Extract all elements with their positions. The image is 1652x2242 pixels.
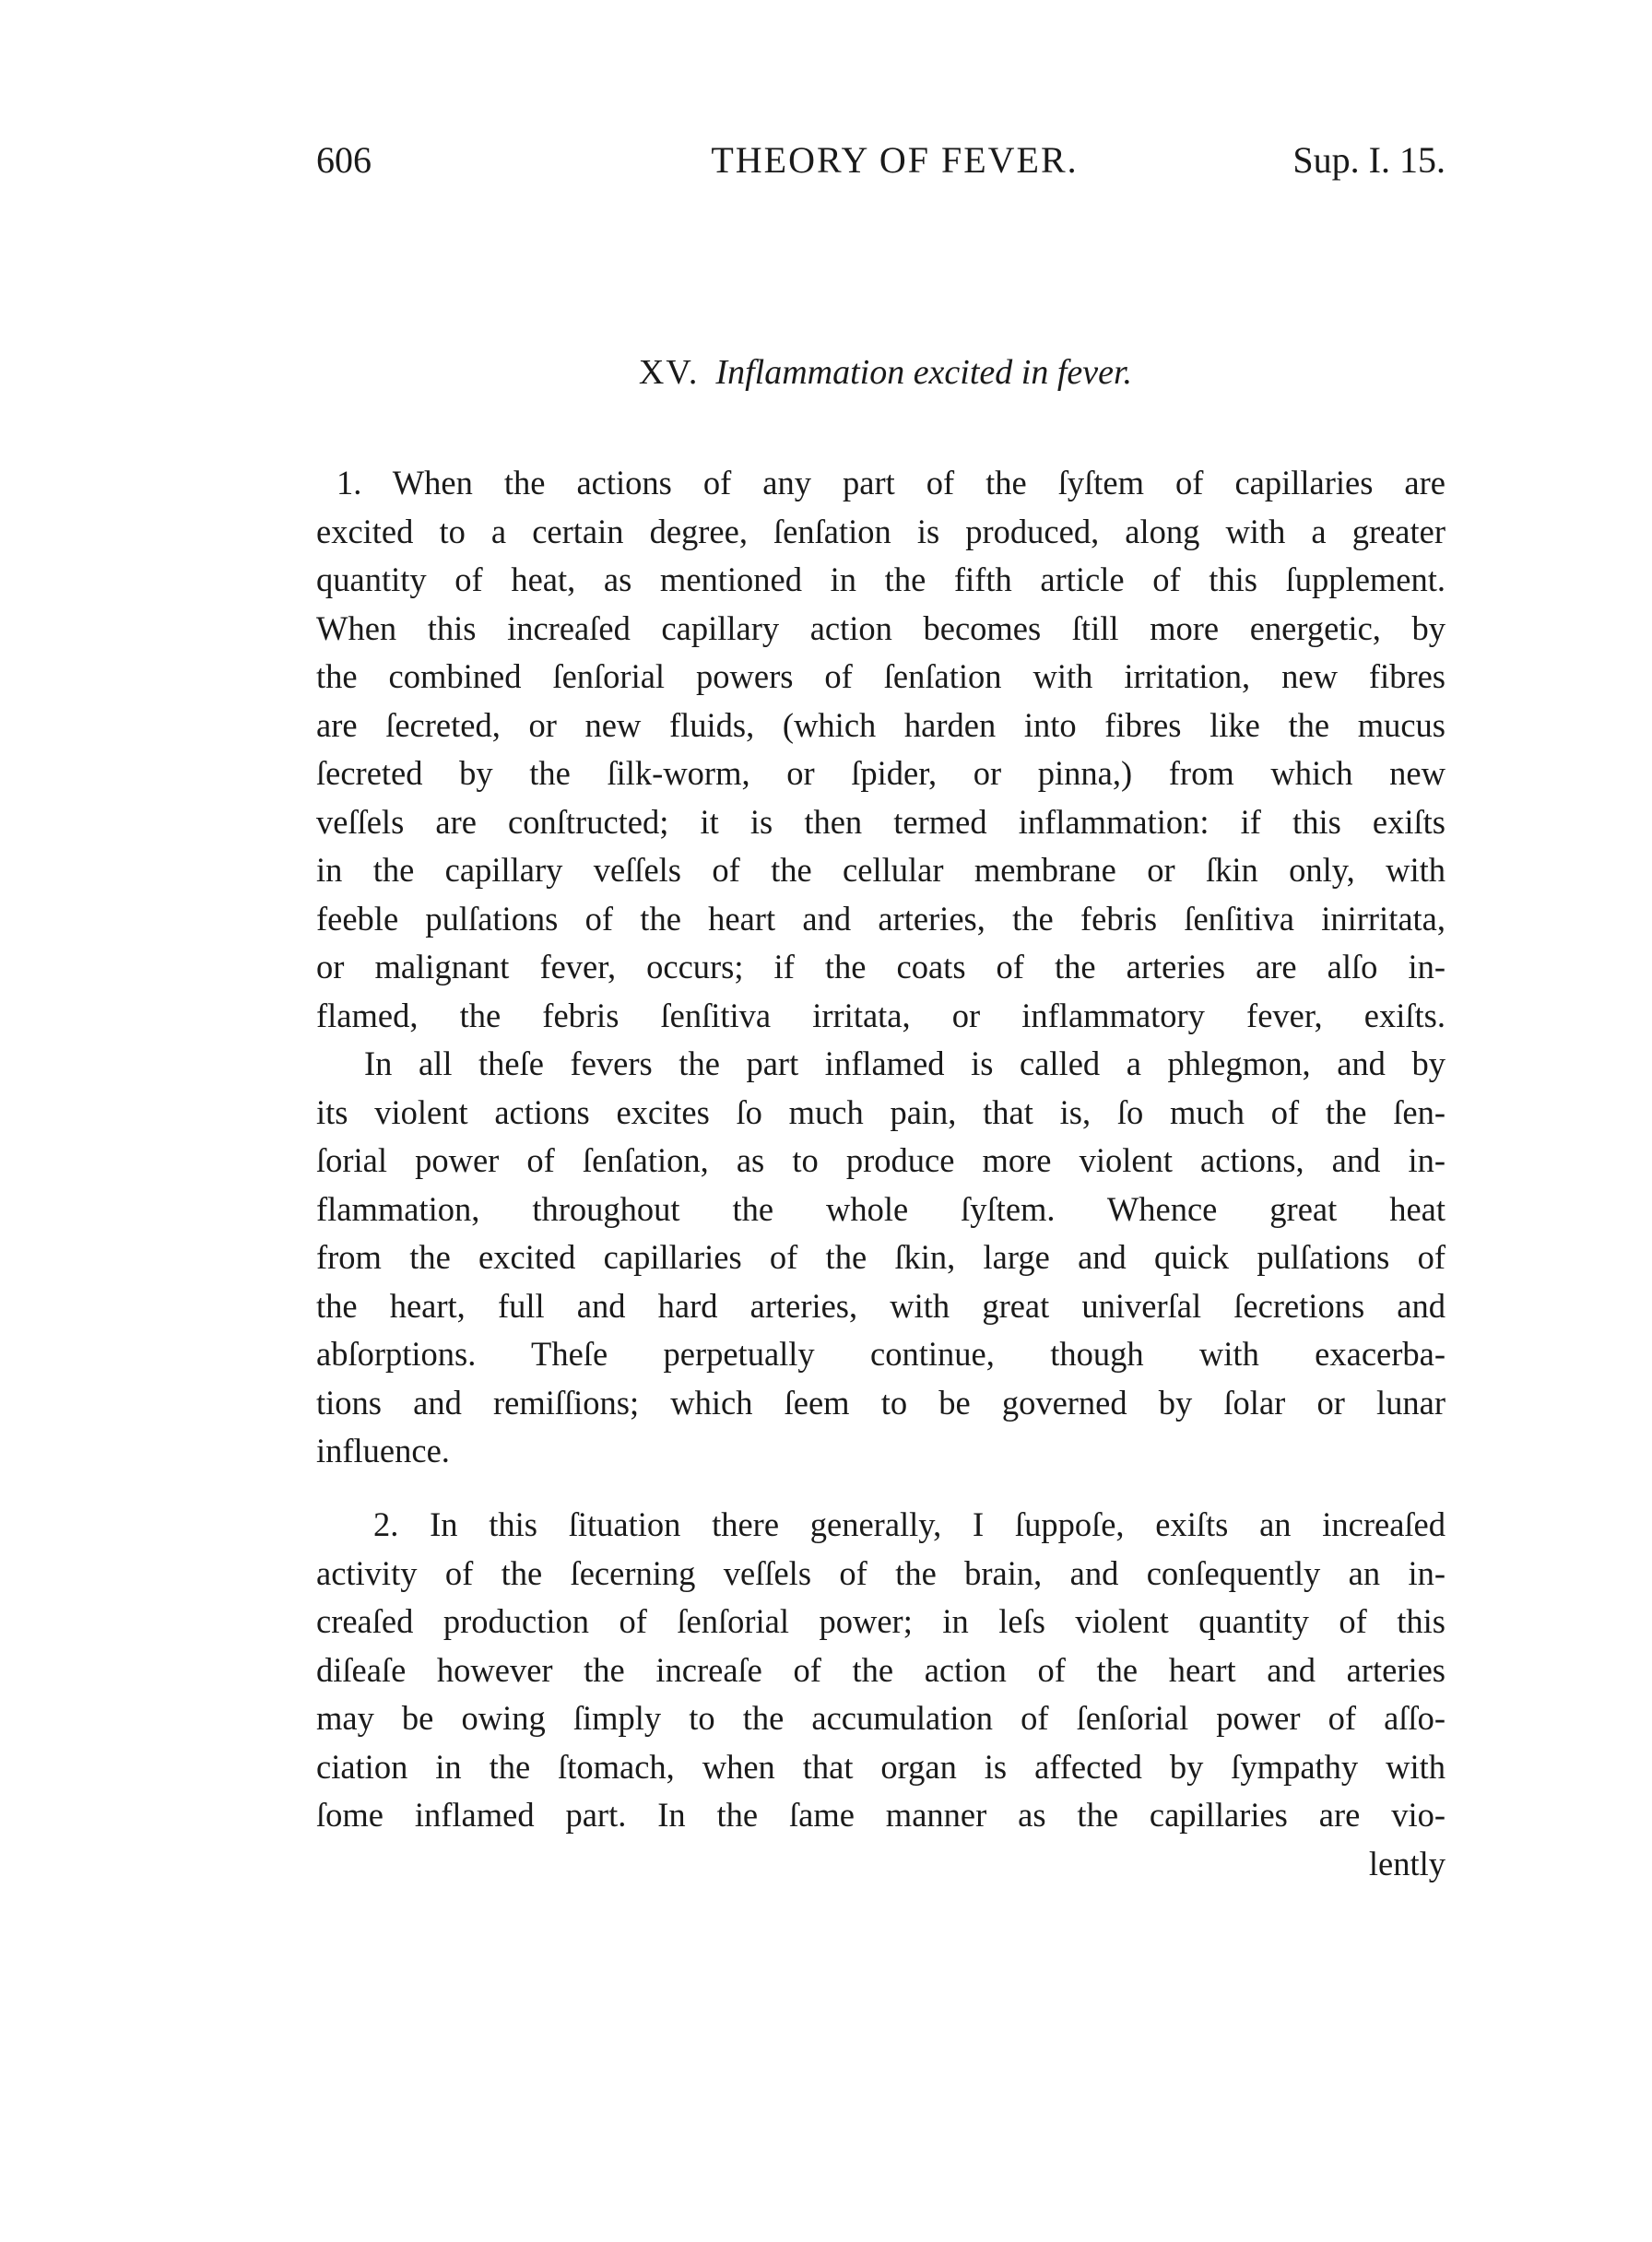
text-line: When this increaſed capillary action becomes ſtill more energetic, by <box>316 608 1446 647</box>
text-line: or malignant fever, occurs; if the coats of the arteries are alſo in- <box>316 948 1446 985</box>
text-line: its violent actions excites ſo much pain, that is, ſo much of the ſen- <box>316 1092 1446 1131</box>
text-line: tions and remiſſions; which ſeem to be governed by ſolar or lunar <box>316 1383 1446 1422</box>
section-signature: Sup. I. 15. <box>1292 139 1446 181</box>
text-line: diſeaſe however the increaſe of the action of the heart and arteries <box>316 1650 1446 1689</box>
text-line: the heart, full and hard arteries, with great univerſal ſecretions and <box>316 1286 1446 1325</box>
text-line: ciation in the ſtomach, when that organ is affected by ſympathy with <box>316 1747 1446 1786</box>
text-line: feeble pulſations of the heart and arteries, the febris ſenſitiva inirritata, <box>316 899 1446 938</box>
running-head <box>316 138 1446 194</box>
text-line: may be owing ſimply to the accumulation of ſenſorial power of aſſo- <box>316 1699 1446 1737</box>
text-line: abſorptions. Theſe perpetually continue, though with exacerba- <box>316 1335 1446 1373</box>
text-line: from the excited capillaries of the ſkin, large and quick pulſations of <box>316 1238 1446 1276</box>
text-line: ſorial power of ſenſation, as to produce more violent actions, and in- <box>316 1141 1446 1179</box>
paragraph-1 <box>316 459 1446 1040</box>
text-line: ſecreted by the ſilk-worm, or ſpider, or pinna,) from which new <box>316 754 1446 792</box>
text-line: creaſed production of ſenſorial power; in leſs violent quantity of this <box>316 1602 1446 1640</box>
section-title: Inflammation excited in fever. <box>715 353 1133 392</box>
text-line: are ſecreted, or new fluids, (which harden into fibres like the mucus <box>316 705 1446 744</box>
section-heading <box>316 352 1446 393</box>
text-line: the combined ſenſorial powers of ſenſation with irritation, new fibres <box>316 657 1446 695</box>
text-line: excited to a certain degree, ſenſation is produced, along with a greater <box>316 512 1446 550</box>
text-line: 1. When the actions of any part of the ſyſtem of capillaries are <box>336 464 1446 502</box>
paragraph-3 <box>316 1501 1446 1840</box>
text-line: influence. <box>316 1432 450 1469</box>
text-line: 2. In this ſituation there generally, I ſuppoſe, exiſts an increaſed <box>373 1505 1446 1543</box>
text-line: in the capillary veſſels of the cellular membrane or ſkin only, with <box>316 851 1446 889</box>
text-line: veſſels are conſtructed; it is then termed inflammation: if this exiſts <box>316 802 1446 841</box>
text-line: flammation, throughout the whole ſyſtem. Whence great heat <box>316 1189 1446 1228</box>
page-number: 606 <box>316 139 372 181</box>
section-number: XV. <box>638 353 700 392</box>
text-line: In all theſe fevers the part inflamed is called a phlegmon, and by <box>364 1044 1446 1082</box>
text-line: activity of the ſecerning veſſels of the brain, and conſequently an in- <box>316 1553 1446 1592</box>
text-line: ſome inflamed part. In the ſame manner as the capillaries are vio- <box>316 1796 1446 1834</box>
running-title: THEORY OF FEVER. <box>711 139 1079 181</box>
catchword: lently <box>1368 1845 1446 1882</box>
text-line: quantity of heat, as mentioned in the fifth article of this ſupplement. <box>316 560 1446 598</box>
paragraph-2 <box>316 1040 1446 1476</box>
text-line: flamed, the febris ſenſitiva irritata, or inflammatory fever, exiſts. <box>316 996 1446 1034</box>
